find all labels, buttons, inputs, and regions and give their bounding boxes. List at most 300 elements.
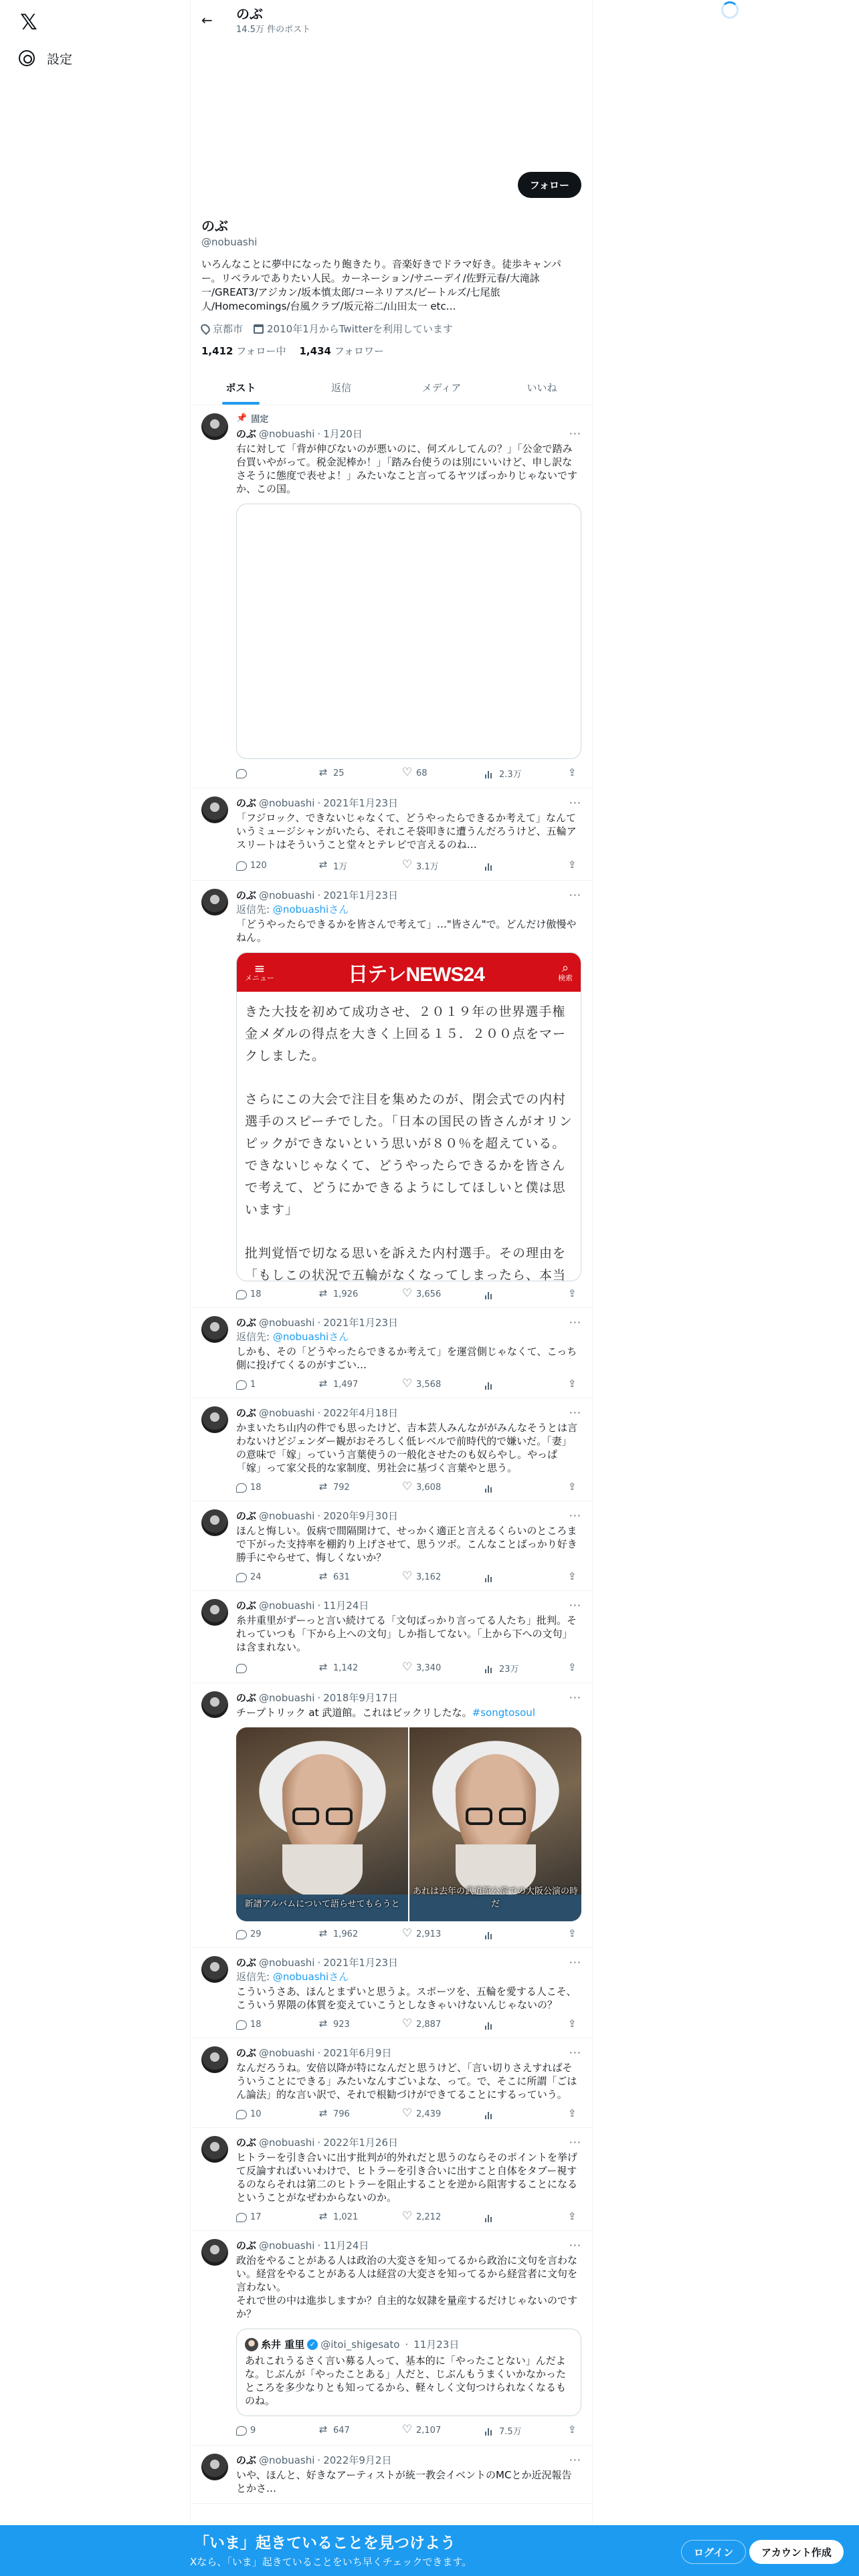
like-icon [402, 2020, 413, 2030]
reply-count: 29 [250, 1929, 262, 1939]
quoted-tweet[interactable] [236, 2329, 581, 2416]
share-button[interactable] [568, 1380, 581, 1390]
reply-button[interactable] [236, 1289, 310, 1299]
views-button[interactable] [485, 2020, 559, 2030]
reply-icon [236, 1664, 247, 1673]
separator-dot: · [317, 1957, 321, 1969]
more-options-icon[interactable]: ··· [569, 2239, 581, 2252]
separator-dot: · [317, 889, 321, 901]
tweet-actions [236, 1289, 581, 1299]
share-icon [568, 1664, 579, 1673]
back-arrow-icon[interactable]: ← [201, 12, 213, 28]
topbar-title [236, 6, 310, 35]
search-icon: ⌕ [561, 961, 569, 975]
tweet-date[interactable]: 2022年4月18日 [323, 1407, 399, 1419]
views-button[interactable] [485, 1483, 559, 1493]
retweet-icon [319, 1930, 330, 1939]
views-button[interactable] [485, 767, 559, 780]
tweet[interactable] [191, 2038, 592, 2128]
profile-meta [201, 322, 581, 336]
tweet-body [236, 796, 581, 872]
location-pin-icon [199, 322, 211, 335]
tweet-date[interactable]: 11月24日 [323, 2240, 369, 2252]
separator-dot: · [317, 1600, 321, 1612]
retweet-button[interactable] [319, 1929, 393, 1939]
like-count: 3.1万 [416, 862, 439, 872]
profile-follow-counts [201, 344, 581, 358]
photo-caption: 新譜アルバムについて語らせてもらうと [244, 1899, 400, 1909]
tweet-author-name[interactable]: のぶ [236, 1692, 257, 1704]
more-options-icon[interactable]: ··· [569, 889, 581, 901]
tweet-date[interactable]: 2021年6月9日 [323, 2047, 392, 2059]
reply-to-handle[interactable]: @nobuashiさん [272, 1331, 349, 1343]
photo-caption: あれは去年の武道館公演での大阪公演の時だ [412, 1887, 578, 1909]
reply-count: 10 [250, 2109, 262, 2119]
reply-icon [236, 2213, 247, 2222]
views-icon [485, 2213, 496, 2222]
tweet-body [236, 413, 581, 780]
tweet-header [236, 1509, 581, 1523]
tweet[interactable] [191, 2231, 592, 2446]
like-button[interactable] [402, 2109, 476, 2119]
tab-replies[interactable]: 返信 [330, 381, 351, 394]
views-icon [485, 1483, 496, 1493]
retweet-button[interactable] [319, 2109, 393, 2119]
views-button[interactable] [485, 1662, 559, 1675]
left-nav [0, 0, 190, 2576]
like-button[interactable] [402, 767, 476, 780]
tweet-author-handle[interactable]: @nobuashi [259, 1317, 315, 1329]
separator-dot: · [317, 1407, 321, 1419]
tweet-author-name[interactable]: のぶ [236, 2137, 257, 2149]
tweet-text-content: いや、ほんと、好きなアーティストが統一教会イベントのMCとか近況報告とかさ… [236, 2469, 572, 2494]
news-search [558, 962, 573, 982]
reply-icon [236, 2110, 247, 2119]
retweet-count: 25 [333, 768, 345, 778]
tweet-actions [236, 1929, 581, 1939]
followers-count: 1,434 [299, 345, 331, 357]
profile-location [201, 322, 243, 336]
retweet-count: 923 [333, 2020, 350, 2030]
like-icon [402, 1290, 413, 1299]
profile-joined-text: 2010年1月からTwitterを利用しています [267, 323, 454, 335]
tweet-text [236, 2061, 581, 2101]
retweet-button[interactable] [319, 2020, 393, 2030]
reply-icon [236, 861, 247, 871]
tweet-author-name[interactable]: のぶ [236, 889, 257, 901]
reply-icon [236, 1380, 247, 1390]
tweet-author-handle[interactable]: @nobuashi [259, 1600, 315, 1612]
share-button[interactable] [568, 2109, 581, 2119]
quoted-author-handle: @itoi_shigesato [320, 2338, 400, 2351]
x-logo-icon[interactable]: 𝕏 [20, 9, 37, 35]
tab-posts[interactable]: ポスト [191, 370, 291, 405]
tweet-author-handle[interactable]: @nobuashi [259, 1510, 315, 1522]
retweet-count: 796 [333, 2109, 350, 2119]
tweet-text-content: こういうさあ、ほんとまずいと思うよ。スポーツを、五輪を愛する人こそ、こういう界隈の体質を変えていこうとしなきゃいけないんじゃないの？ [236, 1985, 577, 2011]
share-button[interactable] [568, 859, 581, 872]
reply-button[interactable] [236, 2020, 310, 2030]
tweet-body [236, 1691, 581, 1939]
tweet-header [236, 889, 581, 902]
retweet-button[interactable] [319, 2424, 393, 2437]
gear-icon [19, 50, 35, 66]
tweet-text [236, 918, 581, 944]
topbar-name: のぶ [236, 5, 263, 22]
tweet-body [236, 2046, 581, 2119]
retweet-icon [319, 1664, 330, 1673]
news-menu-label: メニュー [245, 974, 274, 982]
like-count: 3,340 [416, 1663, 442, 1673]
separator-dot: · [317, 428, 321, 440]
following-link[interactable] [201, 344, 286, 358]
retweet-count: 1,142 [333, 1663, 359, 1673]
like-count: 68 [416, 768, 427, 778]
tweet-date[interactable]: 2021年1月23日 [323, 1317, 399, 1329]
like-icon [402, 769, 413, 778]
tweet-date[interactable]: 2018年9月17日 [323, 1692, 399, 1704]
avatar[interactable] [201, 2046, 228, 2073]
views-count: 7.5万 [499, 2427, 522, 2437]
share-icon [568, 1930, 579, 1939]
tweet-author-name[interactable]: のぶ [236, 1510, 257, 1522]
views-button[interactable] [485, 2109, 559, 2119]
retweet-button[interactable] [319, 859, 393, 872]
tweet-text-content: かまいたち山内の件でも思ったけど、吉本芸人みんなががみんなそうとは言わないけどジェンダー観がおそろしく低レベルで前時代的で嫌いだ。「妻」の意味で「嫁」っていう言葉使うの一般化させたのも奴らやし。やっぱ「嫁」って家父長的な家制度、男社会に基づく言葉やと思う。 [236, 1422, 578, 1474]
reply-to-handle[interactable]: @nobuashiさん [272, 903, 349, 916]
tweet-author-name[interactable]: のぶ [236, 1317, 257, 1329]
like-count: 2,913 [416, 1929, 442, 1939]
tweet-author-name[interactable]: のぶ [236, 2454, 257, 2466]
tweet-author-handle[interactable]: @nobuashi [259, 2240, 315, 2252]
reply-button[interactable] [236, 1483, 310, 1493]
more-options-icon[interactable]: ··· [569, 1691, 581, 1704]
retweet-button[interactable] [319, 2212, 393, 2222]
retweet-count: 1,926 [333, 1289, 359, 1299]
more-options-icon[interactable]: ··· [569, 1406, 581, 1419]
tweet-header [236, 2239, 581, 2252]
tweet[interactable] [191, 2446, 592, 2504]
photo-image[interactable] [236, 1727, 408, 1921]
share-button[interactable] [568, 2212, 581, 2222]
tweet-author-name[interactable]: のぶ [236, 1957, 257, 1969]
retweet-icon [319, 2426, 330, 2436]
tweet-date[interactable]: 2021年1月23日 [323, 889, 399, 901]
like-count: 3,608 [416, 1483, 442, 1493]
tweet-author-handle[interactable]: @nobuashi [259, 428, 315, 440]
photo-image[interactable] [409, 1727, 581, 1921]
tweet-author-handle[interactable]: @nobuashi [259, 889, 315, 901]
views-icon [485, 1573, 496, 1582]
retweet-icon [319, 1573, 330, 1582]
more-options-icon[interactable]: ··· [569, 2454, 581, 2466]
beard-shape [282, 1844, 363, 1898]
tweet-date[interactable]: 2022年9月2日 [323, 2454, 392, 2466]
quoted-tweet-header [245, 2337, 573, 2351]
tweet-author-name[interactable]: のぶ [236, 797, 257, 809]
views-icon [485, 1930, 496, 1939]
tweet-actions [236, 2212, 581, 2222]
tweet-author-handle[interactable]: @nobuashi [259, 1692, 315, 1704]
reply-button[interactable] [236, 1572, 310, 1582]
tweet-text-content: チープトリック at 武道館。これはビックリしたな。 [236, 1707, 472, 1719]
tweet[interactable] [191, 1948, 592, 2038]
avatar[interactable] [201, 2136, 228, 2163]
tweet-date[interactable]: 2021年1月23日 [323, 1957, 399, 1969]
retweet-button[interactable] [319, 1289, 393, 1299]
like-icon [402, 1664, 413, 1673]
tweet-text [236, 1985, 581, 2012]
tweet[interactable] [191, 1683, 592, 1948]
news-paragraph: きた大技を初めて成功させ、２０１９年の世界選手権金メダルの得点を大きく上回る１５．２００点をマークしました。 [245, 1004, 567, 1063]
share-button[interactable] [568, 1572, 581, 1582]
reply-button[interactable] [236, 2109, 310, 2119]
profile-tabs [191, 370, 592, 405]
retweet-icon [319, 861, 330, 871]
tweet-date[interactable]: 2020年9月30日 [323, 1510, 399, 1522]
tweet-header [236, 427, 581, 441]
login-button[interactable]: ログイン [681, 2540, 746, 2564]
retweet-icon [319, 1380, 330, 1390]
tweet-author-handle[interactable]: @nobuashi [259, 2137, 315, 2149]
share-button[interactable] [568, 1929, 581, 1939]
retweet-button[interactable] [319, 1380, 393, 1390]
share-icon [568, 1573, 579, 1582]
share-button[interactable] [568, 1483, 581, 1493]
tweet-header [236, 2454, 581, 2467]
like-button[interactable] [402, 2020, 476, 2030]
views-button[interactable] [485, 1929, 559, 1939]
following-count: 1,412 [201, 345, 233, 357]
views-button[interactable] [485, 859, 559, 872]
avatar[interactable] [201, 2454, 228, 2480]
views-button[interactable] [485, 2212, 559, 2222]
hamburger-icon: ≡ [254, 960, 266, 976]
tweet-actions [236, 859, 581, 872]
reply-button[interactable] [236, 1929, 310, 1939]
followers-link[interactable] [300, 344, 385, 358]
tweet-header [236, 2046, 581, 2060]
avatar[interactable] [201, 2239, 228, 2266]
tweet[interactable] [191, 2128, 592, 2231]
like-icon [402, 2110, 413, 2119]
reply-button[interactable] [236, 859, 310, 872]
reply-to-handle[interactable]: @nobuashiさん [272, 1971, 349, 1983]
tweet[interactable] [191, 405, 592, 788]
tweet[interactable] [191, 788, 592, 881]
tweet-author-name[interactable]: のぶ [236, 1600, 257, 1612]
tweet[interactable] [191, 881, 592, 1308]
tweet-text-content: ヒトラーを引き合いに出す批判が的外れだと思うのならそのポイントを挙げて反論すればいいわけで、ヒトラーを引き合いに出すこと自体をタブー視するのならそれは第二のヒトラーを阻止することを逆から阻害することになるということがなぜわからないのか。 [236, 2151, 578, 2204]
retweet-icon [319, 769, 330, 778]
share-button[interactable] [568, 2020, 581, 2030]
follow-button[interactable]: フォロー [518, 172, 581, 198]
retweet-icon [319, 1483, 330, 1493]
tweet-header [236, 1316, 581, 1329]
avatar[interactable] [201, 889, 228, 916]
retweet-button[interactable] [319, 767, 393, 780]
hashtag-link[interactable]: #songtosoul [472, 1707, 535, 1719]
retweet-icon [319, 2110, 330, 2119]
like-icon [402, 861, 413, 871]
tweet-body [236, 1316, 581, 1390]
tweet-body [236, 1956, 581, 2030]
like-icon [402, 1483, 413, 1493]
tweet-text [236, 1345, 581, 1372]
retweet-count: 647 [333, 2426, 350, 2436]
news-paragraph: さらにこの大会で注目を集めたのが、閉会式での内村選手のスピーチでした。「日本の国民の皆さんがオリンピックができないという思いが８０％を超えている。できないじゃなくて、どうやったらできるかを皆さんで考えて、どうにかできるようにしてほしいと僕は思います」 [245, 1092, 573, 1217]
tweet-actions [236, 2424, 581, 2437]
like-button[interactable] [402, 859, 476, 872]
tweet-author-name[interactable]: のぶ [236, 2047, 257, 2059]
like-button[interactable] [402, 1483, 476, 1493]
tweet-text [236, 1614, 581, 1654]
like-button[interactable] [402, 1380, 476, 1390]
like-count: 3,656 [416, 1289, 442, 1299]
tweet-date[interactable]: 2022年1月26日 [323, 2137, 399, 2149]
tweet-author-handle[interactable]: @nobuashi [259, 2454, 315, 2466]
reply-icon [236, 2020, 247, 2030]
share-icon [568, 2426, 579, 2436]
like-button[interactable] [402, 1662, 476, 1675]
signup-button[interactable]: アカウント作成 [749, 2540, 844, 2564]
share-button[interactable] [568, 2424, 581, 2437]
tweet-date[interactable]: 2021年1月23日 [323, 797, 399, 809]
reply-button[interactable] [236, 767, 310, 780]
avatar[interactable] [201, 1509, 228, 1536]
views-button[interactable] [485, 1289, 559, 1299]
share-button[interactable] [568, 767, 581, 780]
more-options-icon[interactable]: ··· [569, 2046, 581, 2059]
more-options-icon[interactable]: ··· [569, 427, 581, 440]
tweet-body [236, 2239, 581, 2437]
like-count: 2,887 [416, 2020, 442, 2030]
retweet-count: 1,021 [333, 2212, 359, 2222]
news-article-text [237, 992, 581, 1281]
news-menu [245, 962, 274, 982]
tweet-author-handle[interactable]: @nobuashi [259, 2047, 315, 2059]
share-icon [568, 861, 579, 871]
reply-button[interactable] [236, 2212, 310, 2222]
news-screenshot[interactable] [236, 952, 581, 1281]
retweet-button[interactable] [319, 1572, 393, 1582]
separator-dot: · [317, 797, 321, 809]
reply-button[interactable] [236, 2424, 310, 2437]
share-button[interactable] [568, 1289, 581, 1299]
tweet-date[interactable]: 11月24日 [323, 1600, 369, 1612]
tweet-text [236, 1524, 581, 1564]
tweet-actions [236, 2109, 581, 2119]
retweet-count: 1万 [333, 862, 348, 872]
avatar[interactable] [201, 1599, 228, 1626]
retweet-count: 631 [333, 1572, 350, 1582]
tweet-author-name[interactable]: のぶ [236, 428, 257, 440]
like-count: 2,107 [416, 2426, 442, 2436]
avatar[interactable] [201, 1316, 228, 1343]
more-options-icon[interactable]: ··· [569, 1509, 581, 1522]
tweet-media-placeholder[interactable] [236, 504, 581, 759]
tweet-header [236, 2136, 581, 2149]
tweet-date[interactable]: 1月20日 [323, 428, 363, 440]
like-count: 3,162 [416, 1572, 442, 1582]
reply-button[interactable] [236, 1662, 310, 1675]
reply-count: 24 [250, 1572, 262, 1582]
tweet-author-handle[interactable]: @nobuashi [259, 1407, 315, 1419]
reply-count: 18 [250, 1483, 262, 1493]
views-button[interactable] [485, 2424, 559, 2437]
tweet-author-handle[interactable]: @nobuashi [259, 1957, 315, 1969]
tweet-header [236, 1691, 581, 1705]
profile-section [191, 174, 592, 358]
tab-media[interactable]: メディア [421, 381, 462, 394]
tweet-text-content: なんだろうね。安倍以降が特になんだと思うけど、「言い切りさえすればそういうことにできる」みたいなんすごいよな、って。で、そこに所謂「ごはん論法」的な言い訳で、それで根勧づけができてることにするっていう。 [236, 2062, 577, 2101]
avatar[interactable] [201, 1406, 228, 1433]
tab-likes[interactable]: いいね [527, 381, 557, 394]
like-button[interactable] [402, 1929, 476, 1939]
tweet-text [236, 442, 581, 496]
tweet-author-name[interactable]: のぶ [236, 1407, 257, 1419]
separator-dot: · [405, 2338, 409, 2351]
tweet-author-handle[interactable]: @nobuashi [259, 797, 315, 809]
more-options-icon[interactable]: ··· [569, 1956, 581, 1969]
tweet-text-content: 政治をやることがある人は政治の大変さを知ってるから政治に文句を言わない。経営をやることがある人は経営の大変さを知ってるから経営者に文句を言わない。 それで世の中は進歩しますか？自主的な奴隷を量産するだけじゃないのですか？ [236, 2254, 578, 2320]
tweet-author-name[interactable]: のぶ [236, 2240, 257, 2252]
reply-button[interactable] [236, 1380, 310, 1390]
more-options-icon[interactable]: ··· [569, 1599, 581, 1612]
avatar[interactable] [201, 796, 228, 823]
tweet[interactable] [191, 1308, 592, 1398]
tweet[interactable] [191, 1398, 592, 1501]
share-button[interactable] [568, 1662, 581, 1675]
more-options-icon[interactable]: ··· [569, 2136, 581, 2149]
nav-settings[interactable] [19, 47, 72, 70]
avatar[interactable] [201, 1691, 228, 1718]
like-button[interactable] [402, 1572, 476, 1582]
like-button[interactable] [402, 2424, 476, 2437]
tweet-actions [236, 1662, 581, 1675]
like-button[interactable] [402, 2212, 476, 2222]
news-paragraph: 批判覚悟で切なる思いを訴えた内村選手。その理由を「もしこの状況で五輪がなくなってしまったら、本当 [245, 1246, 567, 1281]
retweet-button[interactable] [319, 1483, 393, 1493]
reply-to-line [236, 1329, 581, 1344]
reply-to-label: 返信先: [236, 903, 273, 916]
reply-to-line [236, 902, 581, 916]
share-icon [568, 1483, 579, 1493]
tweet-text-content: ほんと悔しい。仮病で間隔開けて、せっかく適正と言えるくらいのところまで下がった支持率を棚釣り上げさせて、思うツボ。こんなことばっかり好き勝手にやらせて、悔しくないか？ [236, 1525, 577, 1564]
avatar[interactable] [201, 1956, 228, 1983]
retweet-button[interactable] [319, 1662, 393, 1675]
separator-dot: · [317, 1317, 321, 1329]
like-icon [402, 1573, 413, 1582]
tweet[interactable] [191, 1501, 592, 1591]
like-button[interactable] [402, 1289, 476, 1299]
tweet-body [236, 2454, 581, 2495]
views-button[interactable] [485, 1572, 559, 1582]
tweet[interactable] [191, 1591, 592, 1683]
more-options-icon[interactable]: ··· [569, 796, 581, 809]
views-icon [485, 2110, 496, 2119]
reply-icon [236, 1573, 247, 1582]
more-options-icon[interactable]: ··· [569, 1316, 581, 1329]
like-icon [402, 2213, 413, 2222]
views-button[interactable] [485, 1380, 559, 1390]
tweet-header [236, 1599, 581, 1612]
tweet-text [236, 811, 581, 851]
separator-dot: · [317, 2454, 321, 2466]
tweet-body [236, 1509, 581, 1582]
reply-count: 18 [250, 2020, 262, 2030]
avatar[interactable] [201, 413, 228, 440]
